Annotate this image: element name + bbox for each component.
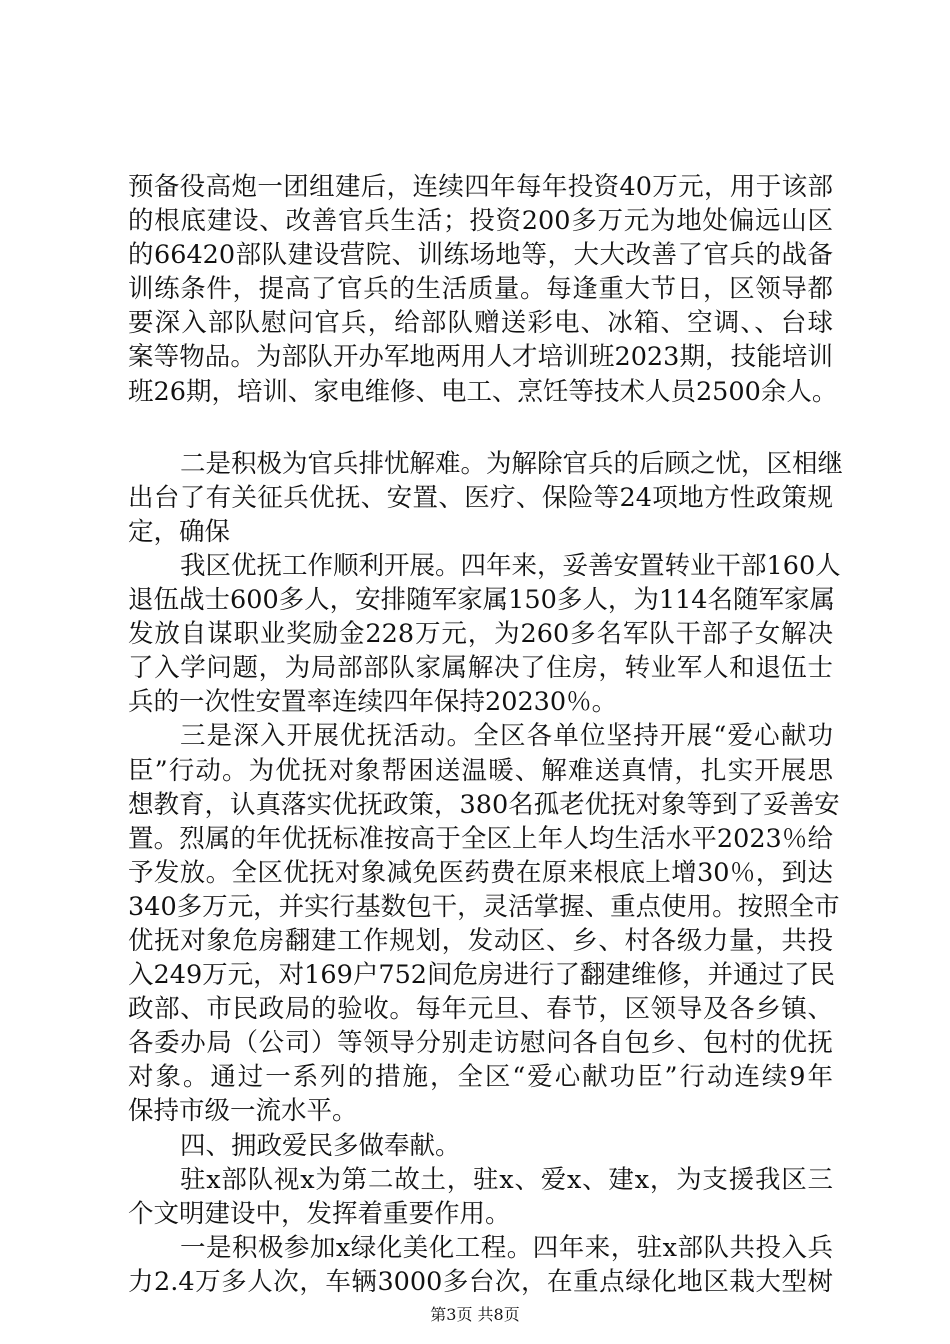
text-line: 我区优抚工作顺利开展。四年来，妥善安置转业干部160人	[180, 550, 841, 581]
text-line: 预备役高炮一团组建后，连续四年每年投资40万元，用于该部	[128, 172, 833, 202]
text-line: 四、拥政爱民多做奉献。	[180, 1130, 461, 1161]
text-line: 训练条件，提高了官兵的生活质量。每逢重大节日，区领导都	[128, 274, 833, 305]
text-line: 保持市级一流水平。	[128, 1096, 358, 1127]
text-line: 了入学问题，为局部部队家属解决了住房，转业军人和退伍士	[128, 653, 833, 684]
text-line: 出台了有关征兵优抚、安置、医疗、保险等24项地方性政策规	[128, 482, 833, 513]
text-line: 入249万元，对169户752间危房进行了翻建维修，并通过了民	[128, 960, 836, 991]
text-line: 力2.4万多人次，车辆3000多台次，在重点绿化地区栽大型树	[128, 1266, 833, 1297]
text-line: 优抚对象危房翻建工作规划，发动区、乡、村各级力量，共投	[128, 925, 833, 956]
text-line: 个文明建设中，发挥着重要作用。	[128, 1198, 511, 1229]
text-line: 置。烈属的年优抚标准按高于全区上年人均生活水平2023％给	[128, 823, 833, 854]
paragraph-3	[128, 549, 841, 719]
paragraph-1	[128, 170, 838, 409]
text-line: 驻x部队视x为第二故土，驻x、爱x、建x，为支援我区三	[180, 1164, 833, 1195]
paragraph-6	[128, 1163, 833, 1231]
section-heading	[128, 1129, 833, 1163]
page-number-label: 第3页 共8页	[430, 1305, 520, 1324]
paragraph-gap	[128, 409, 833, 447]
text-line: 案等物品。为部队开办军地两用人才培训班2023期，技能培训	[128, 342, 833, 373]
text-line: 的根底建设、改善官兵生活；投资200多万元为地处偏远山区	[128, 206, 833, 237]
text-line: 政部、市民政局的验收。每年元旦、春节，区领导及各乡镇、	[128, 994, 833, 1025]
text-line: 三是深入开展优抚活动。全区各单位坚持开展“爱心献功	[180, 721, 833, 752]
text-line: 要深入部队慰问官兵，给部队赠送彩电、冰箱、空调、、台球	[128, 308, 833, 339]
paragraph-4	[128, 719, 840, 1128]
body-text	[128, 170, 844, 1299]
text-line: 各委办局（公司）等领导分别走访慰问各自包乡、包村的优抚	[128, 1028, 833, 1059]
text-line: 退伍战士600多人，安排随军家属150多人，为114名随军家属	[128, 585, 836, 616]
text-line: 班26期，培训、家电维修、电工、烹饪等技术人员2500余人。	[128, 376, 838, 407]
text-line: 二是积极为官兵排忧解难。为解除官兵的后顾之忧，区相继	[180, 448, 844, 479]
text-line: 臣”行动。为优抚对象帮困送温暖、解难送真情，扎实开展思	[128, 755, 833, 786]
text-line: 340多万元，并实行基数包干，灵活掌握、重点使用。按照全市	[128, 891, 840, 922]
text-line: 予发放。全区优抚对象减免医药费在原来根底上增30％，到达	[128, 857, 833, 888]
paragraph-2	[128, 447, 844, 549]
paragraph-7	[128, 1231, 833, 1299]
page-footer	[0, 1305, 950, 1325]
text-line: 想教育，认真落实优抚政策，380名孤老优抚对象等到了妥善安	[128, 789, 840, 820]
text-line: 定，确保	[128, 516, 231, 547]
text-line: 兵的一次性安置率连续四年保持20230％。	[128, 687, 618, 718]
text-line: 对象。通过一系列的措施，全区“爱心献功臣”行动连续9年	[128, 1062, 833, 1093]
text-line: 的66420部队建设营院、训练场地等，大大改善了官兵的战备	[128, 240, 833, 271]
text-line: 发放自谋职业奖励金228万元，为260多名军队干部子女解决	[128, 619, 833, 650]
text-line: 一是积极参加x绿化美化工程。四年来，驻x部队共投入兵	[180, 1232, 833, 1263]
